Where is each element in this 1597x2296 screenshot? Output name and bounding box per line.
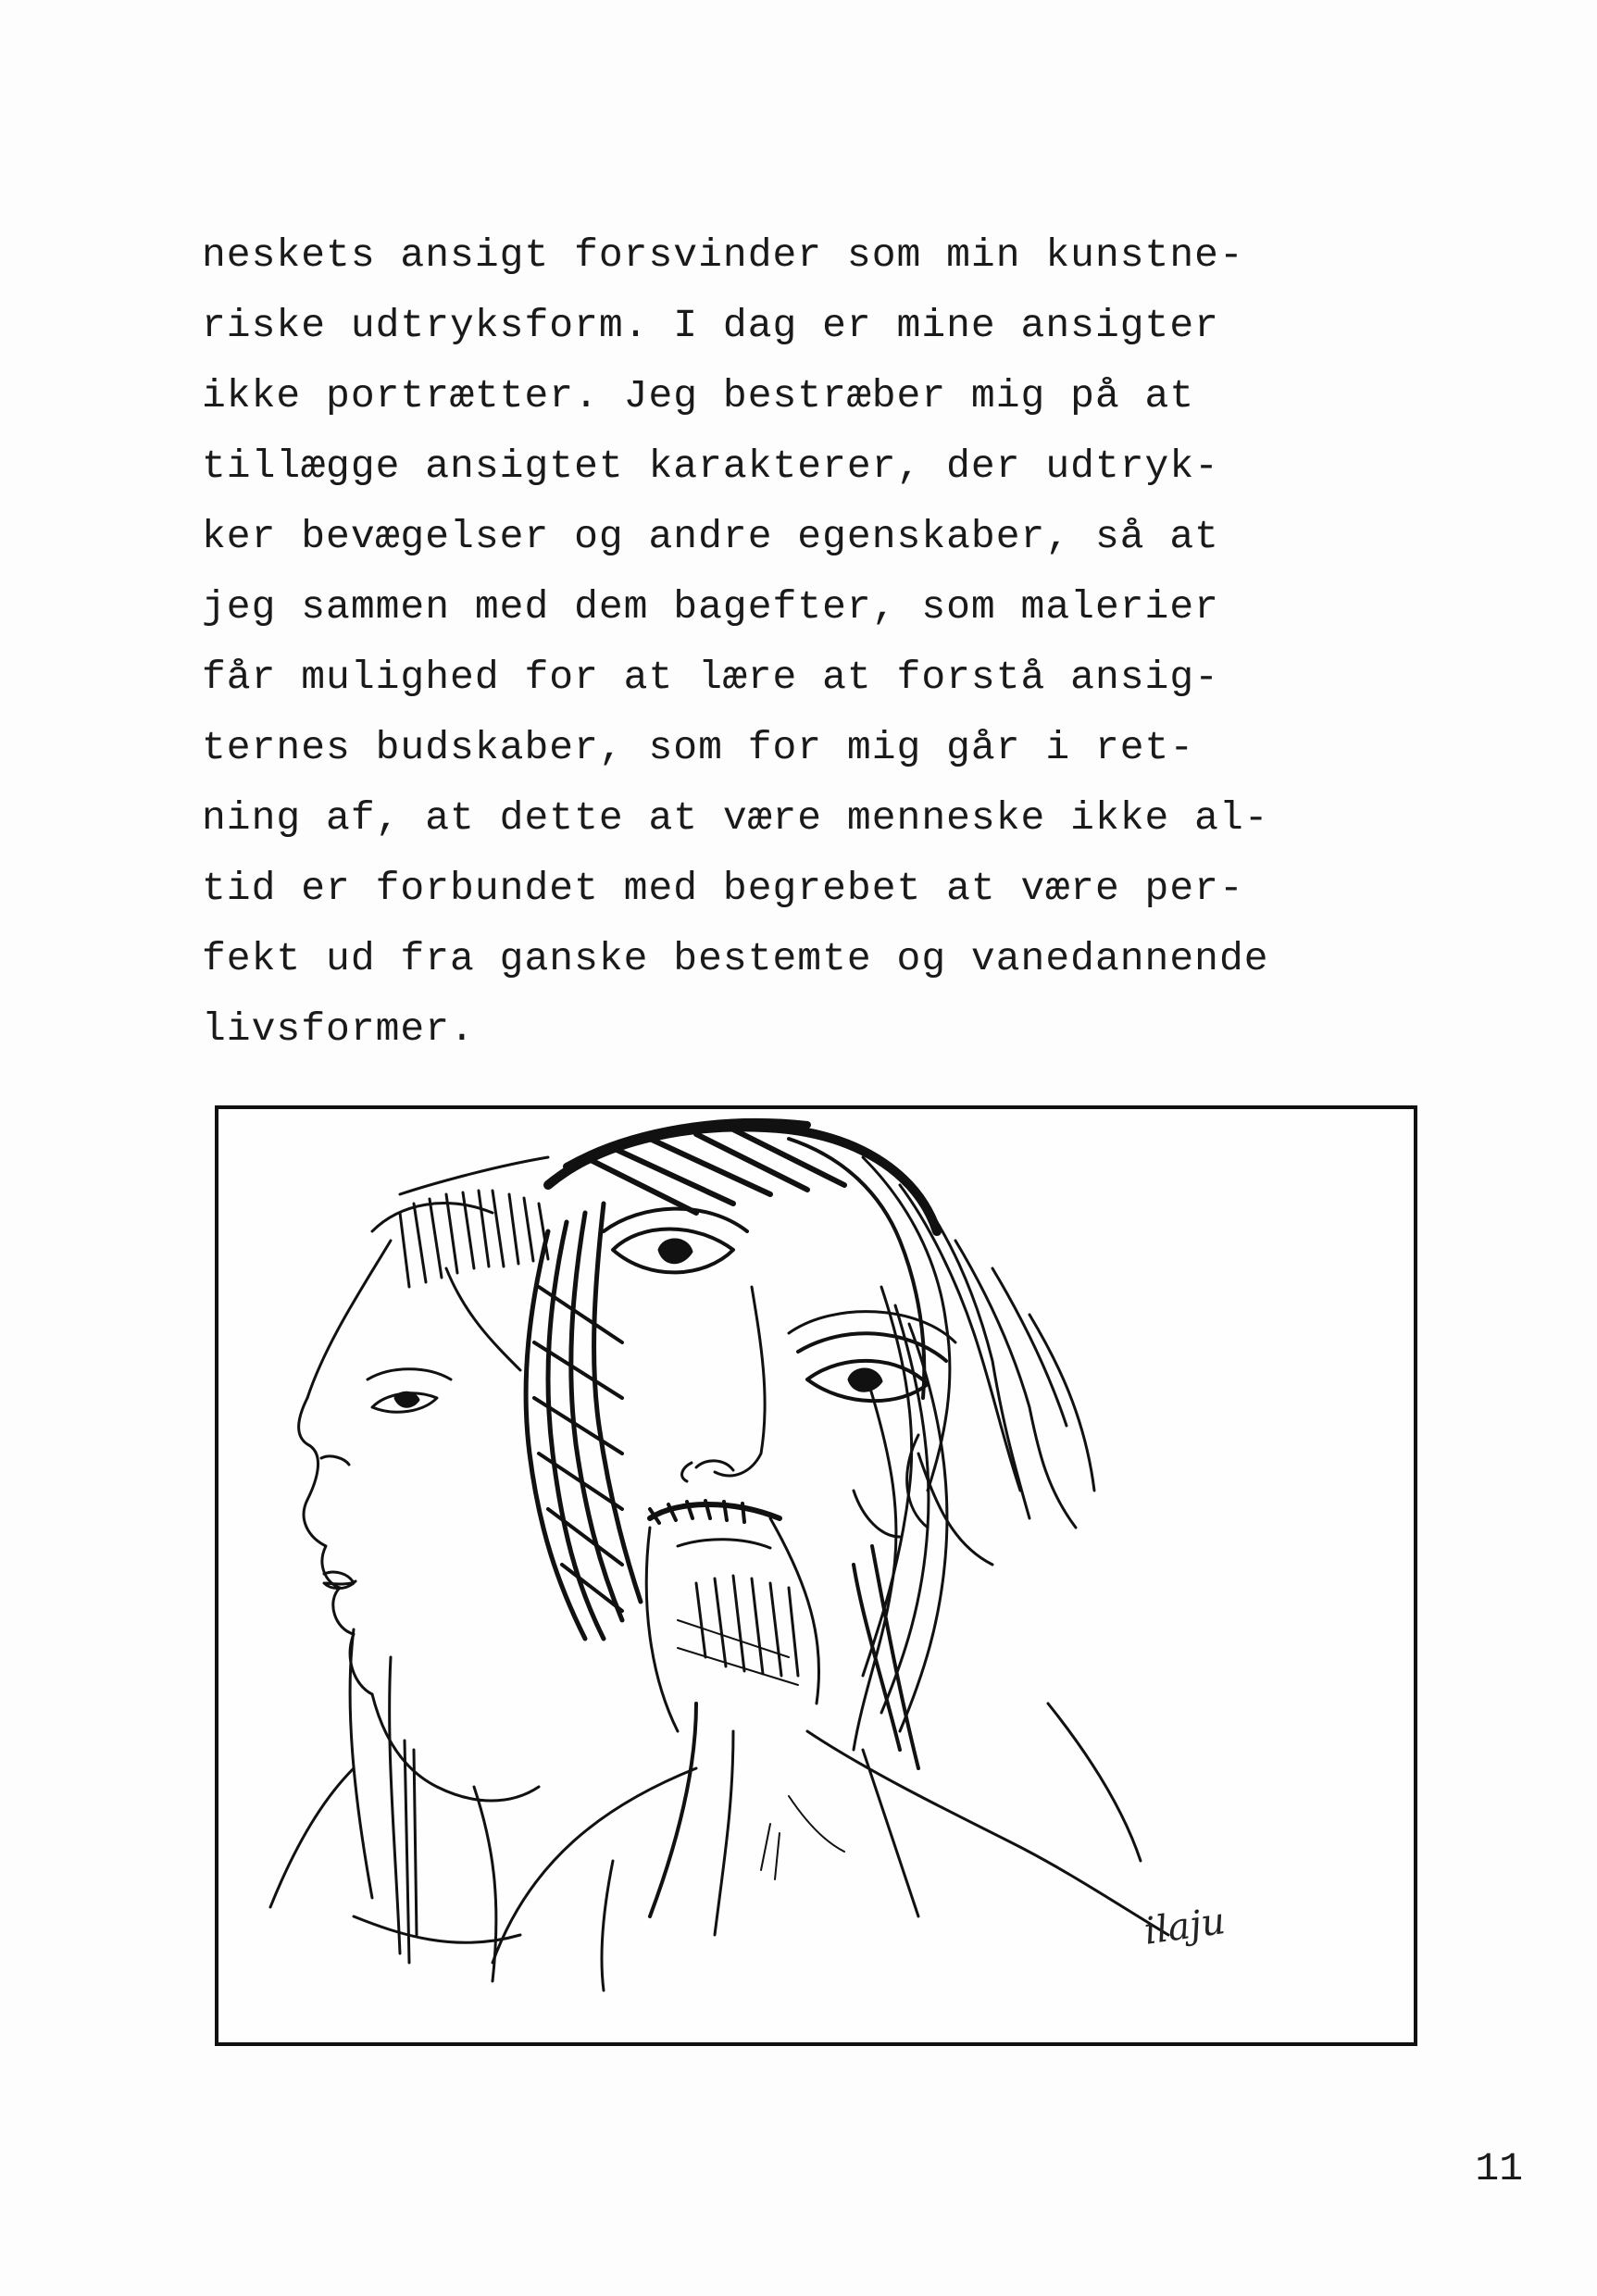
text-line: riske udtryksform. I dag er mine ansigter [202,303,1219,348]
ink-drawing [215,1102,1418,2050]
text-line: jeg sammen med dem bagefter, som malerier [202,584,1219,630]
text-line: tillægge ansigtet karakterer, der udtryk- [202,443,1219,489]
body-text [202,220,1498,1065]
text-line: fekt ud fra ganske bestemte og vanedannende [202,936,1269,981]
text-line: neskets ansigt forsvinder som min kunstne- [202,232,1244,278]
ink-drawing-figure [215,1102,1418,2050]
page-number: 11 [1475,2146,1523,2191]
text-line: ning af, at dette at være menneske ikke al- [202,795,1269,841]
text-line: tid er forbundet med begrebet at være per- [202,866,1244,911]
text-line: får mulighed for at lære at forstå ansig- [202,655,1219,700]
text-line: ternes budskaber, som for mig går i ret- [202,725,1195,770]
text-line: livsformer. [202,1006,475,1052]
artist-signature: ilaju [1142,1899,1229,1953]
text-line: ker bevægelser og andre egenskaber, så at [202,514,1219,559]
text-line: ikke portrætter. Jeg bestræber mig på at [202,373,1195,418]
